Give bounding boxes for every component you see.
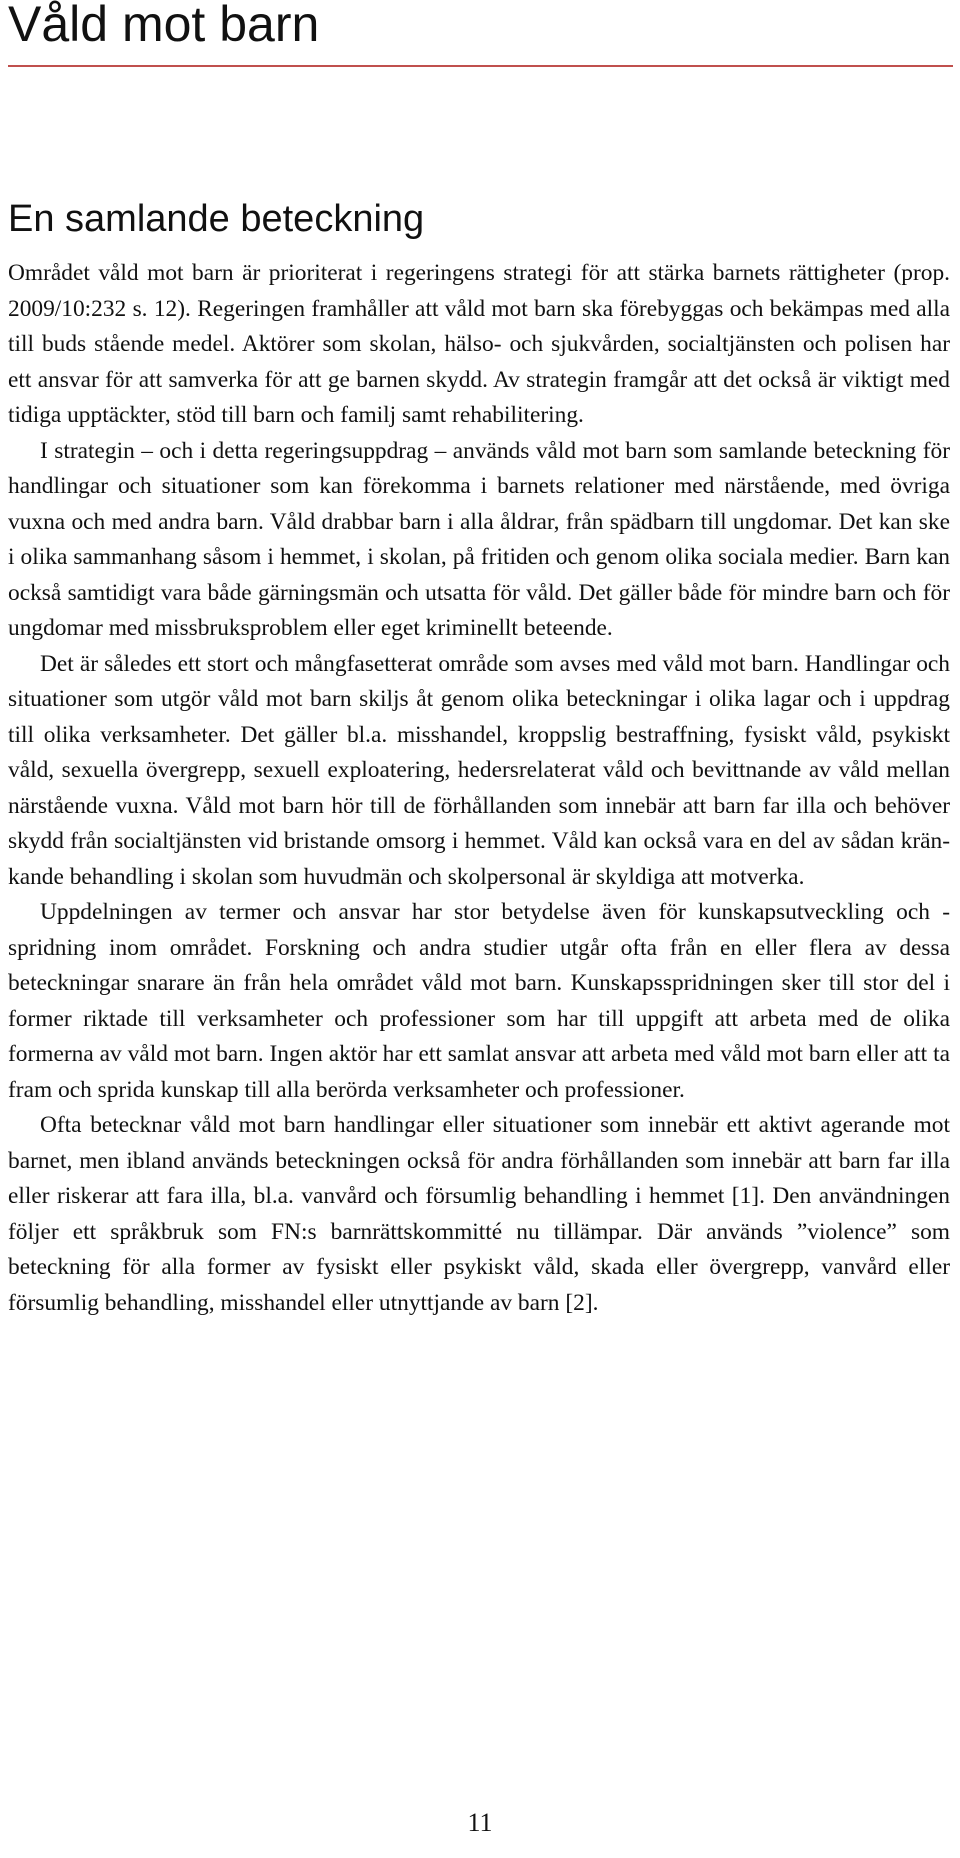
title-underline — [8, 65, 953, 67]
paragraph: Området våld mot barn är prioriterat i regeringens strategi för att stärka barnets rättigheter (prop. 2009/10:232 s. 12). Regeringen framhåller att våld mot barn ska förebyggas och bekämpas med alla till buds stående medel. Aktörer som skolan, hälso- och sjukvården, socialtjänsten och polisen har ett ansvar för att samverka för att ge barnen skydd. Av strategin framgår att det också är viktigt med tidiga upptäckter, stöd till barn och familj samt rehabilitering. — [8, 260, 950, 428]
paragraph: I strategin – och i detta regeringsuppdrag – används våld mot barn som samlande beteckning för handlingar och situationer som kan förekomma i barnets relationer med närstående, med övriga vuxna och med andra barn. Våld drabbar barn i alla åldrar, från spädbarn till ungdomar. Det kan ske i olika sammanhang såsom i hemmet, i skolan, på fritiden och genom olika sociala medier. Barn kan också samtidigt vara både gärningsmän och utsatta för våld. Det gäller både för mindre barn och för ungdomar med missbruksproblem eller eget kriminellt beteende. — [8, 437, 950, 641]
page-title: Våld mot barn — [8, 0, 320, 52]
page-number: 11 — [467, 1808, 493, 1837]
paragraph: Ofta betecknar våld mot barn handlingar eller situationer som innebär ett aktivt agerande mot barnet, men ibland används beteckningen också för andra förhållanden som innebär att barn far illa eller riskerar att fara illa, bl.a. vanvård och försumlig behandling i hemmet [1]. Den användningen följer ett språkbruk som FN:s barnrättskommitté nu tillämpar. Där används ”violence” som beteckning för alla former av fysiskt eller psykiskt våld, skada eller övergrepp, vanvård eller försumlig behandling, misshandel eller utnyttjande av barn [2]. — [8, 1112, 950, 1316]
body-text — [8, 256, 950, 1321]
paragraph: Uppdelningen av termer och ansvar har stor betydelse även för kunskapsutveckling och -spridning inom området. Forskning och andra studier utgår ofta från en eller flera av dessa beteckningar snarare än från hela området våld mot barn. Kunskapsspridningen sker till stor del i former riktade till verksamheter och professioner som har till uppgift att arbeta med de olika formerna av våld mot barn. Ingen aktör har ett samlat ansvar att arbeta med våld mot barn eller att ta fram och sprida kunskap till alla berörda verksamheter och professioner. — [8, 899, 950, 1103]
paragraph: Det är således ett stort och mångfasetterat område som avses med våld mot barn. Handlingar och situationer som utgör våld mot barn skiljs åt genom olika beteckningar i olika lagar och i uppdrag till olika verksamheter. Det gäller bl.a. misshandel, kroppslig bestraffning, fysiskt våld, psykiskt våld, sexuella övergrepp, sexuell exploatering, hedersrelaterat våld och bevittnande av våld mellan närstående vuxna. Våld mot barn hör till de förhållanden som innebär att barn far illa och behöver skydd från socialtjänsten vid bristande omsorg i hemmet. Våld kan också vara en del av sådan kränkande behandling i skolan som huvudmän och skolpersonal är skyldiga att motverka. — [8, 650, 950, 890]
section-heading: En samlande beteckning — [8, 198, 425, 240]
